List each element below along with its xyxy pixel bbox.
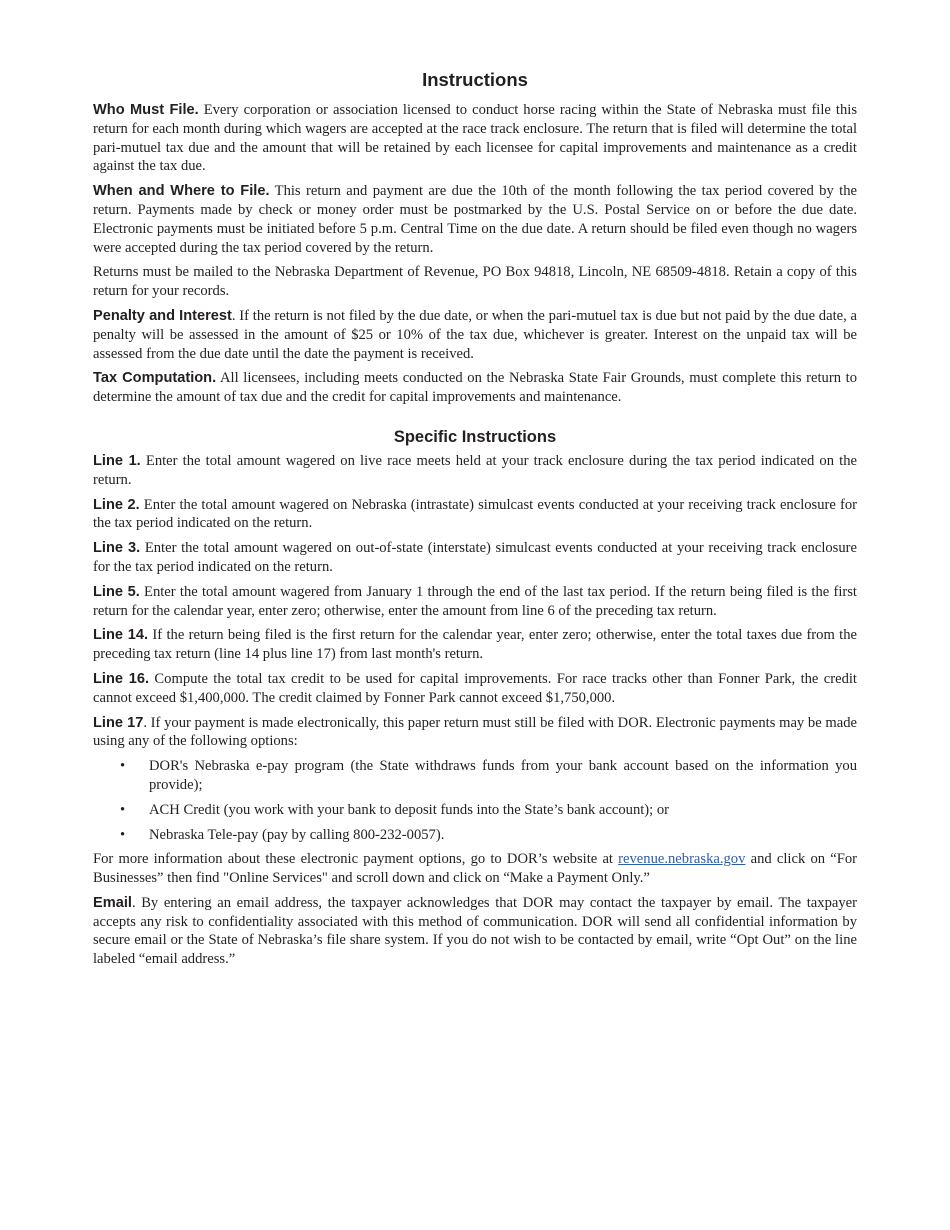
- who-must-file-paragraph: [93, 101, 857, 176]
- line-3-heading: Line 3.: [93, 540, 141, 557]
- when-where-text: This return and payment are due the 10th of the month following the tax period covered by the return. Payments made by check or money order must be postmarked by the U.S. Postal Service on or before the due date. Electronic payments must be initiated before 5 p.m. Central Time on the due date. A return should be filed even though no wagers were accepted during the tax period covered by the return.: [93, 183, 858, 256]
- line-2-text: Enter the total amount wagered on Nebraska (intrastate) simulcast events conducted at your receiving track enclosure for the tax period indicated on the return.: [93, 496, 857, 532]
- tax-computation-heading: Tax Computation.: [93, 370, 217, 387]
- penalty-heading: Penalty and Interest: [93, 307, 232, 324]
- line-14-paragraph: [93, 626, 857, 664]
- email-text: . By entering an email address, the taxpayer acknowledges that DOR may contact the taxpayer by email. The taxpayer accepts any risk to confidentiality associated with this method of communication. DOR will send all confidential information by secure email or the State of Nebraska’s file share system. If you do not wish to be contacted by email, write “Opt Out” on the line labeled “email address.”: [93, 894, 857, 968]
- bullet: •: [120, 826, 126, 843]
- line-3-paragraph: [93, 539, 857, 577]
- line-1-text: Enter the total amount wagered on live race meets held at your track enclosure during the tax period indicated on the return.: [93, 452, 857, 488]
- revenue-website-link[interactable]: revenue.nebraska.gov: [618, 851, 746, 868]
- email-paragraph: [93, 894, 857, 969]
- line-3-text: Enter the total amount wagered on out-of-state (interstate) simulcast events conducted at your receiving track enclosure for the tax period indicated on the return.: [93, 540, 857, 575]
- more-info-text-before: For more information about these electronic payment options, go to DOR’s website at: [93, 851, 619, 868]
- penalty-text: . If the return is not filed by the due date, or when the pari-mutuel tax is due but not paid by the due date, a penalty will be assessed in the amount of $25 or 10% of the tax due, whichever is greater. Interest on the unpaid tax will be assessed from the due date until the date the payment is received.: [93, 307, 857, 362]
- payment-option-text: ACH Credit (you work with your bank to deposit funds into the State’s bank account); or: [149, 801, 670, 818]
- line-14-text: If the return being filed is the first return for the calendar year, enter zero; otherwise, enter the total taxes due from the preceding tax return (line 14 plus line 17) from last month's return.: [93, 627, 857, 663]
- line-2-heading: Line 2.: [93, 496, 140, 513]
- line-17-heading: Line 17: [93, 714, 144, 731]
- line-1-heading: Line 1.: [93, 452, 141, 469]
- specific-instructions-title: Specific Instructions: [393, 427, 557, 446]
- line-5-text: Enter the total amount wagered from January 1 through the end of the last tax period. If the return being filed is the first return for the calendar year, enter zero; otherwise, enter the amount from line 6 of the preceding tax return.: [93, 583, 857, 619]
- who-must-file-text: Every corporation or association licensed to conduct horse racing within the State of Nebraska must file this return for each month during which wagers are accepted at the race track enclosure. The return that is filed will determine the total pari-mutuel tax due and the amount that will be retained by each licensee for capital improvements and maintenance as a credit against the tax due.: [93, 102, 857, 175]
- payment-option-text: Nebraska Tele-pay (pay by calling 800-232-0057).: [149, 826, 445, 843]
- mailing-paragraph: Returns must be mailed to the Nebraska Department of Revenue, PO Box 94818, Lincoln, NE 68509-4818. Retain a copy of this return for your records.: [93, 264, 857, 300]
- bullet: •: [120, 801, 126, 818]
- bullet: •: [120, 758, 126, 775]
- page-title: Instructions: [422, 69, 528, 90]
- tax-computation-text: All licensees, including meets conducted on the Nebraska State Fair Grounds, must complete this return to determine the amount of tax due and the credit for capital improvements and maintenance.: [93, 370, 857, 406]
- list-item: [93, 801, 857, 820]
- more-info-text-after: and click on “For Businesses” then find "Online Services" and scroll down and click on “Make a Payment Only.”: [93, 851, 857, 887]
- who-must-file-heading: Who Must File.: [93, 102, 199, 118]
- line-16-paragraph: [93, 670, 857, 708]
- payment-option-text: DOR's Nebraska e-pay program (the State withdraws funds from your bank account based on the information you provide);: [149, 758, 857, 793]
- line-1-paragraph: [93, 452, 857, 490]
- tax-computation-paragraph: [93, 369, 857, 407]
- line-17-text: . If your payment is made electronically, this paper return must still be filed with DOR. Electronic payments may be made using any of the following options:: [93, 714, 857, 750]
- more-info-paragraph: [93, 850, 857, 888]
- content: [93, 68, 857, 975]
- when-where-heading: When and Where to File.: [93, 183, 270, 200]
- payment-options-list: [93, 757, 857, 844]
- when-where-paragraph: [93, 182, 857, 257]
- line-14-heading: Line 14.: [93, 627, 149, 644]
- line-16-text: Compute the total tax credit to be used for capital improvements. For race tracks other than Fonner Park, the credit cannot exceed $1,400,000. The credit claimed by Fonner Park cannot exceed $1,750,000.: [93, 670, 857, 706]
- line-16-heading: Line 16.: [93, 670, 150, 687]
- line-5-paragraph: [93, 583, 857, 621]
- list-item: [93, 757, 857, 795]
- line-17-paragraph: [93, 714, 857, 752]
- list-item: [93, 826, 857, 845]
- email-heading: Email: [93, 894, 132, 911]
- line-2-paragraph: [93, 496, 857, 534]
- penalty-paragraph: [93, 307, 857, 363]
- line-5-heading: Line 5.: [93, 583, 140, 600]
